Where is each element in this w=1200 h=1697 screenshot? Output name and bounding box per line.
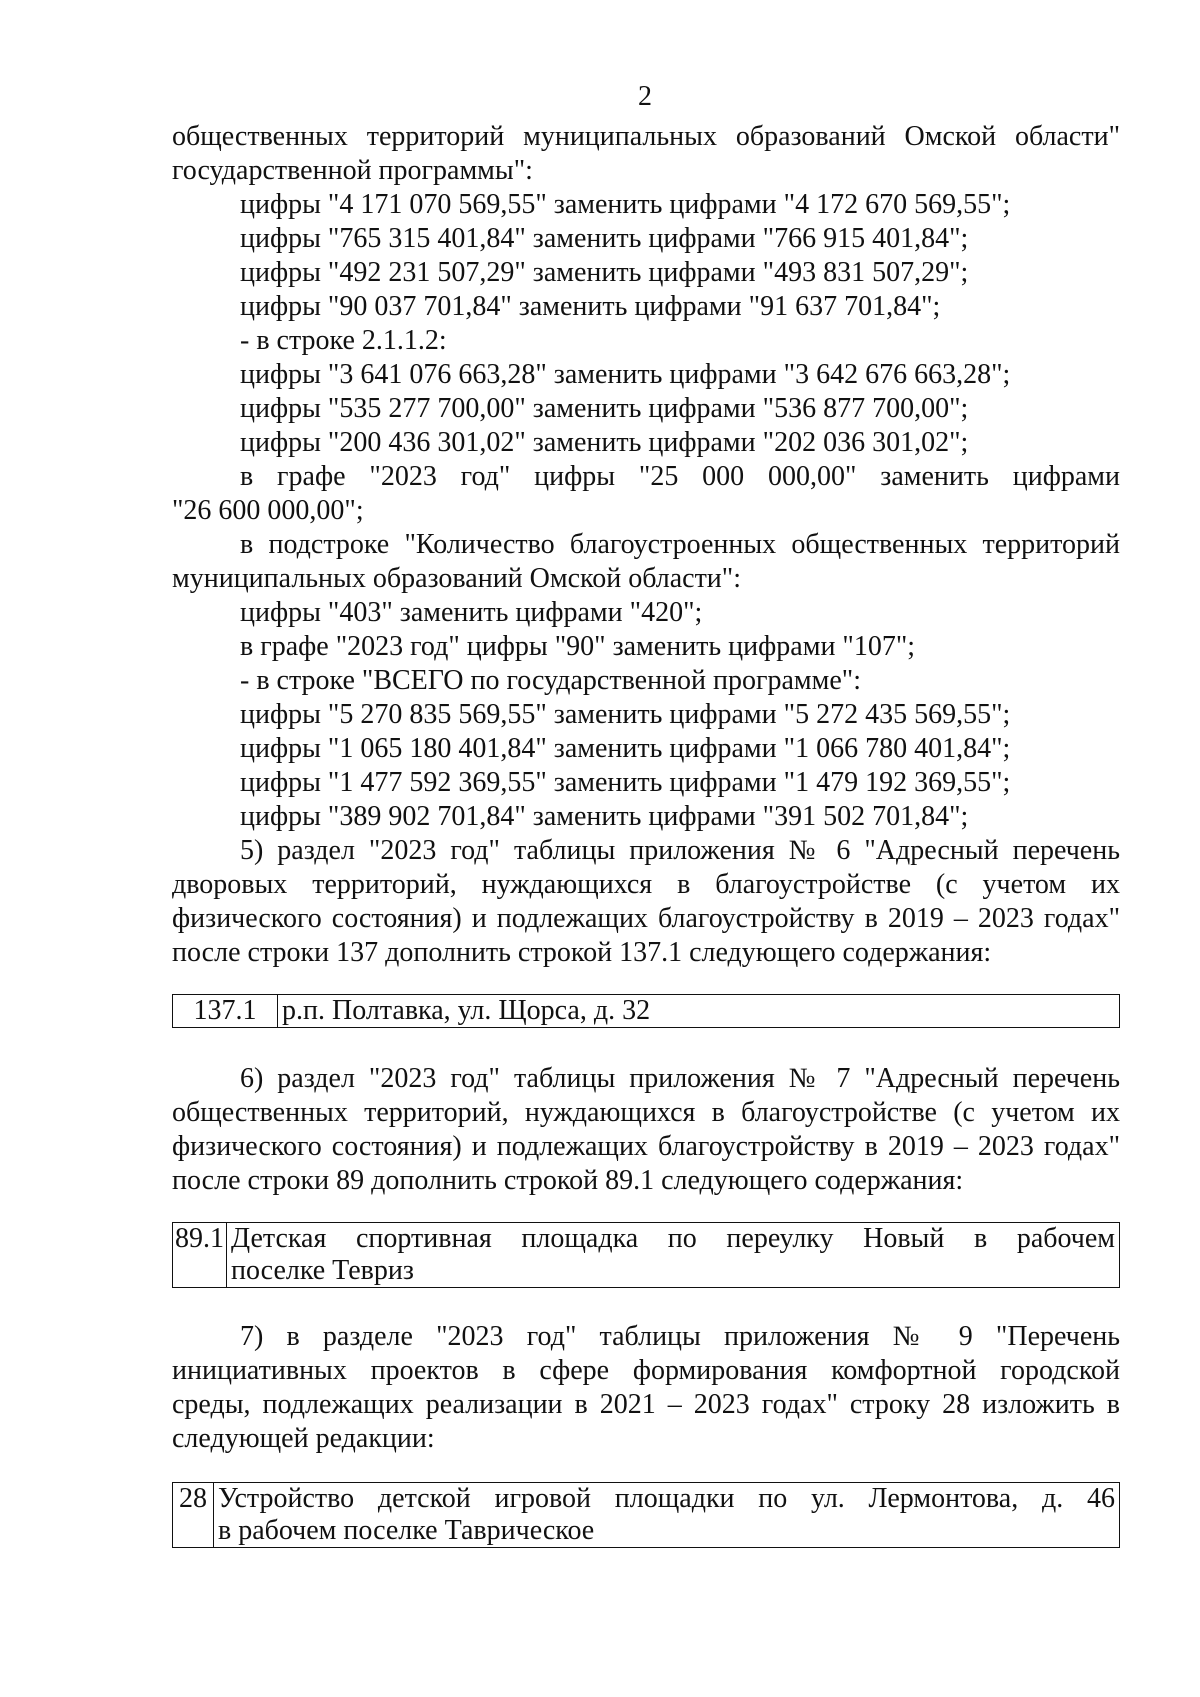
cell-line: Детская спортивная площадка по переулку Новый в рабочем <box>231 1223 1115 1254</box>
text-line: цифры "200 436 301,02" заменить цифрами "202 036 301,02"; <box>240 427 969 458</box>
text-line: следующей редакции: <box>172 1423 435 1454</box>
text-line: - в строке "ВСЕГО по государственной программе": <box>240 665 861 696</box>
paragraph-replacements <box>172 188 1120 970</box>
text-line: после строки 89 дополнить строкой 89.1 следующего содержания: <box>172 1165 964 1196</box>
row-text-cell <box>214 1483 1120 1548</box>
text-line: цифры "765 315 401,84" заменить цифрами "766 915 401,84"; <box>240 223 969 254</box>
text-line: в графе "2023 год" цифры "90" заменить цифрами "107"; <box>240 631 916 662</box>
table-appendix-9 <box>172 1482 1120 1548</box>
text-line: дворовых территорий, нуждающихся в благоустройстве (с учетом их <box>172 869 1120 900</box>
text-line: физического состояния) и подлежащих благоустройству в 2019 – 2023 годах" <box>172 903 1120 934</box>
table-row <box>173 1223 1120 1288</box>
paragraph-intro <box>172 120 1120 188</box>
text-line: цифры "389 902 701,84" заменить цифрами "391 502 701,84"; <box>240 801 969 832</box>
row-text-cell <box>227 1223 1120 1288</box>
row-number-cell: 28 <box>173 1483 214 1548</box>
table-appendix-7 <box>172 1222 1120 1288</box>
table-row <box>173 1483 1120 1548</box>
paragraph-section-7 <box>172 1320 1120 1456</box>
text-line: цифры "90 037 701,84" заменить цифрами "91 637 701,84"; <box>240 291 941 322</box>
text-line: инициативных проектов в сфере формирования комфортной городской <box>172 1355 1120 1386</box>
row-number-cell: 137.1 <box>173 995 278 1028</box>
text-line: цифры "1 477 592 369,55" заменить цифрами "1 479 192 369,55"; <box>240 767 1011 798</box>
table-row <box>173 995 1120 1028</box>
text-line: 7) в разделе "2023 год" таблицы приложения № 9 "Перечень <box>240 1321 1120 1352</box>
text-line: среды, подлежащих реализации в 2021 – 2023 годах" строку 28 изложить в <box>172 1389 1120 1420</box>
cell-line: в рабочем поселке Таврическое <box>218 1515 595 1546</box>
cell-line: Устройство детской игровой площадки по ул. Лермонтова, д. 46 <box>218 1483 1115 1514</box>
text-line: 5) раздел "2023 год" таблицы приложения № 6 "Адресный перечень <box>240 835 1120 866</box>
text-line: цифры "3 641 076 663,28" заменить цифрами "3 642 676 663,28"; <box>240 359 1011 390</box>
text-line: общественных территорий муниципальных образований Омской области" <box>172 121 1120 152</box>
table-appendix-6 <box>172 994 1120 1028</box>
text-line: - в строке 2.1.1.2: <box>240 325 447 356</box>
paragraph-section-6 <box>172 1062 1120 1198</box>
text-line: цифры "1 065 180 401,84" заменить цифрами "1 066 780 401,84"; <box>240 733 1011 764</box>
row-number-cell: 89.1 <box>173 1223 227 1288</box>
text-line: муниципальных образований Омской области": <box>172 563 741 594</box>
text-line: "26 600 000,00"; <box>172 495 364 526</box>
text-line: 6) раздел "2023 год" таблицы приложения № 7 "Адресный перечень <box>240 1063 1120 1094</box>
text-line: в подстроке "Количество благоустроенных общественных территорий <box>240 529 1120 560</box>
document-body <box>172 120 1120 1548</box>
text-line: цифры "492 231 507,29" заменить цифрами "493 831 507,29"; <box>240 257 969 288</box>
text-line: цифры "5 270 835 569,55" заменить цифрами "5 272 435 569,55"; <box>240 699 1011 730</box>
row-text-cell <box>278 995 1120 1028</box>
page-number: 2 <box>638 81 652 112</box>
text-line: общественных территорий, нуждающихся в благоустройстве (с учетом их <box>172 1097 1120 1128</box>
text-line: в графе "2023 год" цифры "25 000 000,00" заменить цифрами <box>240 461 1120 492</box>
text-line: физического состояния) и подлежащих благоустройству в 2019 – 2023 годах" <box>172 1131 1120 1162</box>
text-line: цифры "535 277 700,00" заменить цифрами "536 877 700,00"; <box>240 393 969 424</box>
text-line: государственной программы": <box>172 155 533 186</box>
text-line: после строки 137 дополнить строкой 137.1 следующего содержания: <box>172 937 992 968</box>
text-line: цифры "4 171 070 569,55" заменить цифрами "4 172 670 569,55"; <box>240 189 1011 220</box>
cell-line: поселке Тевриз <box>231 1255 414 1286</box>
text-line: цифры "403" заменить цифрами "420"; <box>240 597 703 628</box>
cell-line: р.п. Полтавка, ул. Щорса, д. 32 <box>282 995 651 1026</box>
